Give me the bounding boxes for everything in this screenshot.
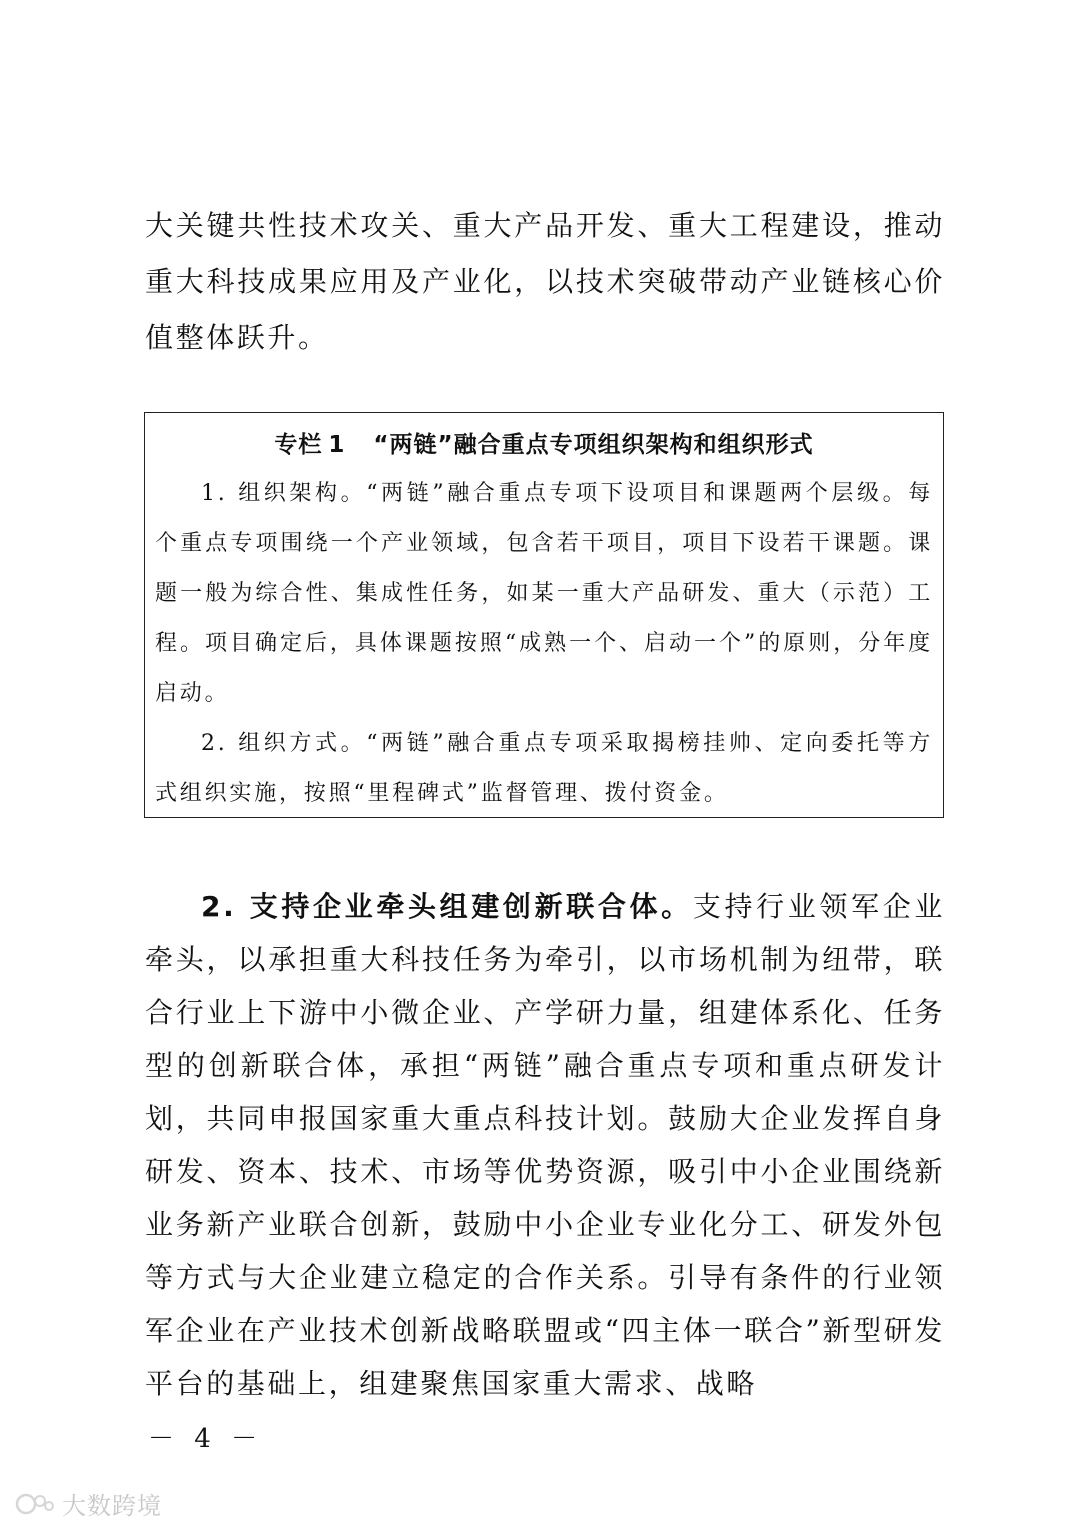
- page-number: － 4 －: [148, 1424, 264, 1454]
- column-box-item-2: 2. 组织方式。“两链”融合重点专项采取揭榜挂帅、定向委托等方式组织实施，按照“里程碑式”监督管理、拨付资金。: [155, 731, 933, 806]
- column-box-title-label: 专栏: [274, 432, 323, 458]
- top-paragraph: 大关键共性技术攻关、重大产品开发、重大工程建设，推动重大科技成果应用及产业化，以技术突破带动产业链核心价值整体跃升。: [145, 209, 945, 354]
- column-box-item-1: 1. 组织架构。“两链”融合重点专项下设项目和课题两个层级。每个重点专项围绕一个产业领域，包含若干项目，项目下设若干课题。课题一般为综合性、集成性任务，如某一重大产品研发、重大（示范）工程。项目确定后，具体课题按照“成熟一个、启动一个”的原则，分年度启动。: [155, 481, 933, 706]
- column-box-title: [155, 427, 933, 463]
- watermark-logo-icon: [14, 1490, 56, 1518]
- column-box: [144, 412, 944, 818]
- main-paragraph-lead: 2. 支持企业牵头组建创新联合体。: [201, 890, 693, 923]
- column-box-title-number: 1: [328, 432, 346, 458]
- main-paragraph-body: 支持行业领军企业牵头，以承担重大科技任务为牵引，以市场机制为纽带，联合行业上下游中小微企业、产学研力量，组建体系化、任务型的创新联合体，承担“两链”融合重点专项和重点研发计划，共同申报国家重大重点科技计划。鼓励大企业发挥自身研发、资本、技术、市场等优势资源，吸引中小企业围绕新业务新产业联合创新，鼓励中小企业专业化分工、研发外包等方式与大企业建立稳定的合作关系。引导有条件的行业领军企业在产业技术创新战略联盟或“四主体一联合”新型研发平台的基础上，组建聚焦国家重大需求、战略: [145, 890, 945, 1400]
- main-paragraph: [145, 880, 945, 1410]
- watermark: [14, 1486, 162, 1521]
- column-box-title-text: “两链”融合重点专项组织架构和组织形式: [373, 432, 814, 458]
- watermark-text: 大数跨境: [62, 1492, 162, 1520]
